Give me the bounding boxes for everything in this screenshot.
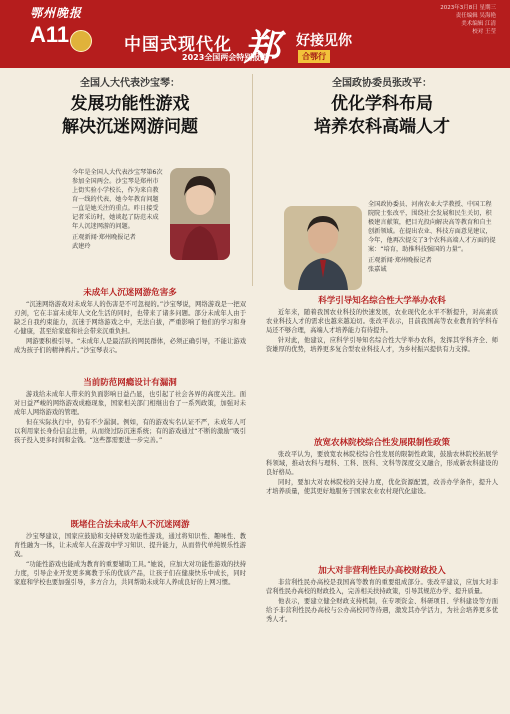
left-section-body-3 <box>14 532 246 588</box>
right-kicker: 全国政协委员张改平： <box>332 78 432 89</box>
left-section-body-2 <box>14 390 246 446</box>
right-section-heading-1: 科学引导知名综合性大学举办农科 <box>318 296 446 306</box>
left-portrait <box>170 168 230 260</box>
right-section-heading-3: 加大对非营利性民办高校财政投入 <box>318 566 446 576</box>
right-s2-p2: 同时，要加大对农林院校的支持力度，优化资源配置，改善办学条件，提升人才培养质量，使其更好地服务于国家农业农村现代化建设。 <box>266 479 498 495</box>
left-s3-p1: 沙宝琴建议，国家应鼓励和支持研发功能性游戏，通过将知识性、趣味性、教育性融为一体，让未成年人在游戏中学习知识、提升能力，从而替代单纯娱乐性游戏。 <box>14 533 246 558</box>
right-s3-p2: 他表示，要建立健全财政支持机制，在专项资金、科研项目、学科建设等方面给予非营利性民办高校与公办高校同等待遇，激发其办学活力，为社会培养更多优秀人才。 <box>266 598 498 623</box>
right-credit-line1: 正观新闻·郑州晚报记者 <box>368 257 432 264</box>
left-s2-p1: 游戏给未成年人带来的负面影响日益凸显，也引起了社会各界的高度关注。面对日益严峻的网络游戏成瘾现象，国家相关部门相继出台了一系列政策，加强对未成年人网络游戏的管理。 <box>14 391 246 416</box>
right-s1-p2: 针对此，他建议，应科学引导知名综合性大学举办农科，发挥其学科齐全、师资雄厚的优势，培养更多复合型农业科技人才，为乡村振兴提供有力支撑。 <box>266 337 498 353</box>
left-section-heading-2: 当前防范网瘾设计有漏洞 <box>83 378 177 388</box>
left-headline-line1: 发展功能性游戏 <box>70 94 190 114</box>
edition-date: 2023年3月8日 星期三 <box>440 5 496 11</box>
left-s2-p2: 但在实际执行中，仍有不少漏洞。例如，有的游戏实名认证不严，未成年人可以利用家长身份信息注册，从而绕过防沉迷系统；有的游戏通过“不断的激励”吸引孩子投入更多时间和金钱。“这些都需要进一步完善。” <box>14 419 246 444</box>
left-headline <box>14 93 246 139</box>
right-bio <box>368 200 496 274</box>
left-interview-header <box>14 74 246 139</box>
edition-meta <box>440 4 496 36</box>
edition-designer: 美术编辑 江清 <box>461 21 496 27</box>
right-s2-p1: 张改平认为，要放宽农林院校综合性发展的限制性政策，鼓励农林院校拓展学科领域，推动农科与理科、工科、医科、文科等深度交叉融合，形成新农科建设的良好格局。 <box>266 451 498 476</box>
left-section-body-1 <box>14 300 246 356</box>
section-badge: 合鄂行 <box>298 50 330 63</box>
emblem-icon <box>70 30 92 52</box>
section-subtitle: 2023全国两会特别报道 <box>182 53 269 62</box>
page-number: A11 <box>30 22 70 47</box>
left-headline-line2: 解决沉迷网游问题 <box>62 117 198 137</box>
left-s3-p2: “功能性游戏也能成为教育的重要辅助工具。”她说，应加大对功能性游戏的扶持力度，引导企业开发更多寓教于乐的优质产品，让孩子们在健康快乐中成长，同时家庭和学校也要加强引导，多方合力，共同帮助未成年人养成良好的上网习惯。 <box>14 561 246 586</box>
section-big-char: 郑 <box>244 27 281 69</box>
paper-logo: 鄂州晚报 <box>30 6 83 20</box>
edition-editor: 责任编辑 吴海艳 <box>455 13 496 19</box>
right-section-heading-2: 放宽农林院校综合性发展限制性政策 <box>313 438 450 448</box>
left-s1-p1: “沉迷网络游戏对未成年人的伤害是不可忽视的。”沙宝琴说，网络游戏是一把双刃剑，它在丰富未成年人文化生活的同时，也带来了诸多问题。部分未成年人由于缺乏自我约束能力，沉迷于网络游戏之中，无法自拔，严重影响了他们的学习和身心健康，甚至给家庭和社会带来沉重负担。 <box>14 301 246 335</box>
right-section-body-2 <box>266 450 498 497</box>
edition-proofreader: 校对 王莹 <box>472 29 496 35</box>
right-portrait <box>284 206 362 290</box>
section-slogan: 好接见你 <box>296 33 352 49</box>
left-bio <box>72 168 164 251</box>
left-kicker: 全国人大代表沙宝琴： <box>80 78 180 89</box>
right-s1-p1: 近年来，随着我国农业科技的快速发展，农业现代化水平不断提升，对高素质农业科技人才的需求也越来越迫切。张改平表示，目前我国高等农业教育的学科布局还不够合理，高端人才培养能力有待提升。 <box>266 309 498 334</box>
left-bio-text: 今年是全国人大代表沙宝琴第6次参加全国两会。沙宝琴是郑州市上街实验小学校长，作为来自教育一线的代表，她今年教育问题一直是她关注的重点。昨日接受记者采访时，她谈起了防范未成年人沉迷网游的问题。 <box>72 169 163 230</box>
right-headline <box>266 93 498 139</box>
right-section-body-3 <box>266 578 498 625</box>
right-credit-line2: 张嘉诚 <box>368 266 387 273</box>
left-section-heading-3: 既堵住合法未成年人不沉迷网游 <box>70 520 190 530</box>
masthead <box>0 0 510 68</box>
right-interview-header <box>266 74 498 139</box>
column-divider <box>252 74 253 286</box>
right-headline-line1: 优化学科布局 <box>331 94 433 114</box>
right-headline-line2: 培养农科高端人才 <box>314 117 450 137</box>
section-title: 中国式现代化 <box>124 35 232 55</box>
right-s3-p1: 非营利性民办高校是我国高等教育的重要组成部分。张改平建议，应加大对非营利性民办高校的财政投入，完善相关扶持政策，引导其规范办学、提升质量。 <box>266 579 498 595</box>
right-bio-text: 全国政协委员、河南农业大学教授、中国工程院院士张改平，围绕社会发展和民生关切，积极建言献策，把目光投向解决高等教育和自主创新领域。在提出农业、科技方面意见建议，今年，他再次提交了3个农科高端人才方面的提案：“培育，助推科技强国的力量”。 <box>368 201 496 253</box>
left-s1-p2: 网游要积极引导。“未成年人是最活跃的网民群体，必须正确引导，不能让游戏成为孩子们的精神鸦片。”沙宝琴表示。 <box>14 338 246 354</box>
right-section-body-1 <box>266 308 498 355</box>
right-credit <box>368 256 496 274</box>
left-credit-line1: 正观新闻·郑州晚报记者 <box>72 234 136 241</box>
left-section-heading-1: 未成年人沉迷网游危害多 <box>83 288 177 298</box>
left-credit-line2: 武建玲 <box>72 243 91 250</box>
left-credit <box>72 233 164 251</box>
